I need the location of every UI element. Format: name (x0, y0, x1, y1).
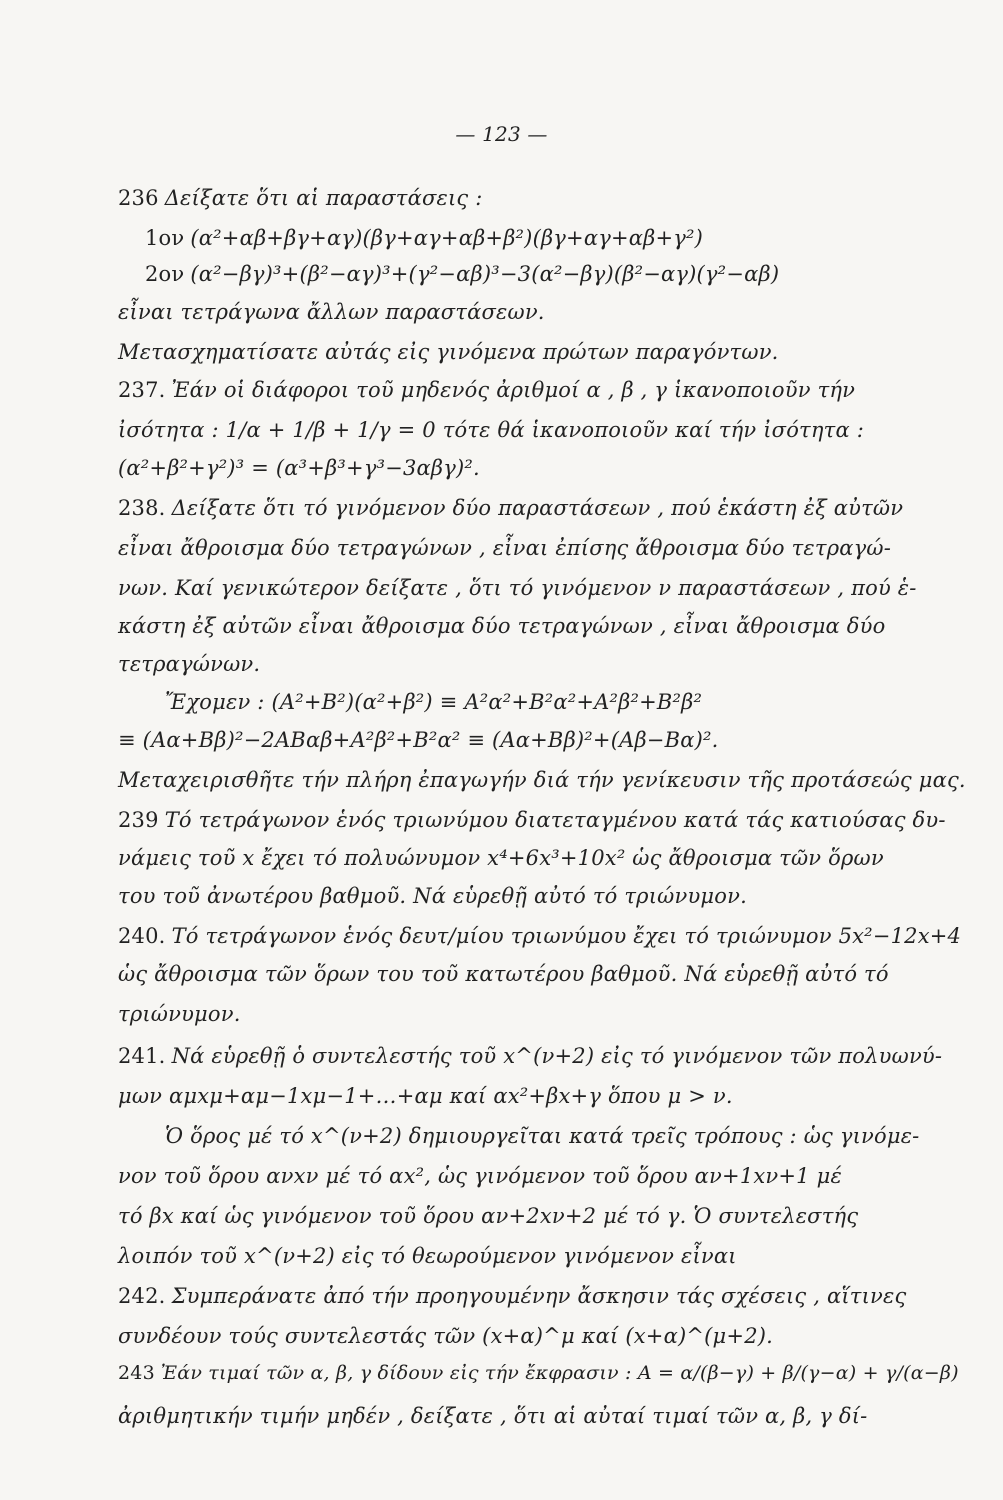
text-line (118, 186, 1003, 210)
line-text: νων. Καί γενικώτερον δείξατε , ὅτι τό γινόμενον ν παραστάσεων , πού ἑ- (118, 576, 917, 600)
text-line (118, 340, 1003, 364)
text-line (118, 1244, 1003, 1268)
text-line (118, 1284, 1003, 1308)
line-text: Ἐάν τιμαί τῶν α, β, γ δίδουν εἰς τήν ἔκφρασιν : A = α/(β−γ) + β/(γ−α) + γ/(α−β) (160, 1362, 959, 1384)
line-text: συνδέουν τούς συντελεστάς τῶν (x+α)^μ καί (x+α)^(μ+2). (118, 1324, 774, 1348)
text-line (118, 1164, 1003, 1188)
line-text: ἀριθμητικήν τιμήν μηδέν , δείξατε , ὅτι αἱ αὐταί τιμαί τῶν α, β, γ δί- (118, 1404, 868, 1428)
line-text: Ἔχομεν : (Α²+Β²)(α²+β²) ≡ Α²α²+Β²α²+Α²β²+Β²β² (165, 690, 703, 714)
line-text: ὡς ἄθροισμα τῶν ὅρων του τοῦ κατωτέρου βαθμοῦ. Νά εὑρεθῇ αὐτό τό (118, 962, 889, 986)
line-text: ἰσότητα : 1/α + 1/β + 1/γ = 0 τότε θά ἱκανοποιοῦν καί τήν ἰσότητα : (118, 418, 865, 442)
line-text: τριώνυμον. (118, 1002, 241, 1026)
exercise-number: 240. (118, 924, 166, 948)
formula-line (118, 456, 1003, 480)
formula-line (145, 226, 1003, 250)
text-line (118, 536, 1003, 560)
text-line (118, 768, 1003, 792)
text-line (118, 1204, 1003, 1228)
text-line (118, 1362, 1003, 1384)
formula-line (118, 1084, 1003, 1108)
exercise-number: 242. (118, 1284, 166, 1308)
exercise-number: 238. (118, 496, 166, 520)
line-text: Ἐάν οἱ διάφοροι τοῦ μηδενός ἀριθμοί α , β , γ ἱκανοποιοῦν τήν (171, 378, 856, 402)
line-text: Δείξατε ὅτι αἱ παραστάσεις : (164, 186, 483, 210)
line-text: (α²+αβ+βγ+αγ)(βγ+αγ+αβ+β²)(βγ+αγ+αβ+γ²) (190, 226, 704, 250)
line-text: Δείξατε ὅτι τό γινόμενον δύο παραστάσεων , πού ἑκάστη ἐξ αὐτῶν (171, 496, 904, 520)
exercise-number: 237. (118, 378, 166, 402)
text-line (118, 924, 1003, 948)
line-text: (α²+β²+γ²)³ = (α³+β³+γ³−3αβγ)². (118, 456, 480, 480)
line-text: νον τοῦ ὅρου ανxν μέ τό αx², ὡς γινόμενον τοῦ ὅρου αν+1xν+1 μέ (118, 1164, 842, 1188)
text-line (118, 652, 1003, 676)
line-text: Συμπεράνατε ἀπό τήν προηγουμένην ἄσκησιν τάς σχέσεις , αἵτινες (171, 1284, 907, 1308)
text-line (118, 884, 1003, 908)
text-line (118, 846, 1003, 870)
text-line (118, 378, 1003, 402)
line-text: Τό τετράγωνον ἑνός τριωνύμου διατεταγμένου κατά τάς κατιούσας δυ- (164, 808, 946, 832)
line-text: Νά εὑρεθῇ ὁ συντελεστής τοῦ x^(ν+2) εἰς τό γινόμενον τῶν πολυωνύ- (171, 1044, 943, 1068)
line-text: νάμεις τοῦ x ἔχει τό πολυώνυμον x⁴+6x³+10x² ὡς ἄθροισμα τῶν ὅρων (118, 846, 884, 870)
exercise-number: 236 (118, 186, 159, 210)
line-text: Τό τετράγωνον ἑνός δευτ/μίου τριωνύμου ἔχει τό τριώνυμον 5x²−12x+4 (171, 924, 962, 948)
exercise-number: 243 (118, 1362, 155, 1384)
line-text: Μετασχηματίσατε αὐτάς εἰς γινόμενα πρώτων παραγόντων. (118, 340, 779, 364)
line-text: τό βx καί ὡς γινόμενον τοῦ ὅρου αν+2xν+2 μέ τό γ. Ὁ συντελεστής (118, 1204, 859, 1228)
page-number: — 123 — (455, 122, 548, 146)
exercise-number: 239 (118, 808, 159, 832)
text-line (118, 614, 1003, 638)
line-text: τετραγώνων. (118, 652, 261, 676)
line-text: λοιπόν τοῦ x^(ν+2) εἰς τό θεωρούμενον γινόμενον εἶναι (118, 1244, 737, 1268)
text-line (118, 1044, 1003, 1068)
item-label: 1ον (145, 226, 185, 250)
text-line (118, 1324, 1003, 1348)
line-text: μων αμxμ+αμ−1xμ−1+…+αμ καί αx²+βx+γ ὅπου μ > ν. (118, 1084, 733, 1108)
text-line (118, 808, 1003, 832)
formula-line (145, 262, 1003, 286)
line-text: του τοῦ ἀνωτέρου βαθμοῦ. Νά εὑρεθῇ αὐτό τό τριώνυμον. (118, 884, 747, 908)
exercise-number: 241. (118, 1044, 166, 1068)
text-line (118, 300, 1003, 324)
text-line (118, 576, 1003, 600)
text-line (118, 1404, 1003, 1428)
formula-line (118, 728, 1003, 752)
item-label: 2ον (145, 262, 185, 286)
line-text: (α²−βγ)³+(β²−αγ)³+(γ²−αβ)³−3(α²−βγ)(β²−αγ)(γ²−αβ) (190, 262, 780, 286)
formula-line (165, 690, 1003, 714)
text-line (118, 496, 1003, 520)
line-text: Ὁ ὅρος μέ τό x^(ν+2) δημιουργεῖται κατά τρεῖς τρόπους : ὡς γινόμε- (165, 1124, 920, 1148)
text-line (118, 1002, 1003, 1026)
line-text: Μεταχειρισθῆτε τήν πλήρη ἐπαγωγήν διά τήν γενίκευσιν τῆς προτάσεώς μας. (118, 768, 966, 792)
line-text: εἶναι ἄθροισμα δύο τετραγώνων , εἶναι ἐπίσης ἄθροισμα δύο τετραγώ- (118, 536, 891, 560)
line-text: ≡ (Αα+Ββ)²−2ΑΒαβ+Α²β²+Β²α² ≡ (Αα+Ββ)²+(Αβ−Βα)². (118, 728, 719, 752)
line-text: εἶναι τετράγωνα ἄλλων παραστάσεων. (118, 300, 545, 324)
line-text: κάστη ἐξ αὐτῶν εἶναι ἄθροισμα δύο τετραγώνων , εἶναι ἄθροισμα δύο (118, 614, 886, 638)
text-line (118, 418, 1003, 442)
text-line (118, 962, 1003, 986)
text-line (165, 1124, 1003, 1148)
